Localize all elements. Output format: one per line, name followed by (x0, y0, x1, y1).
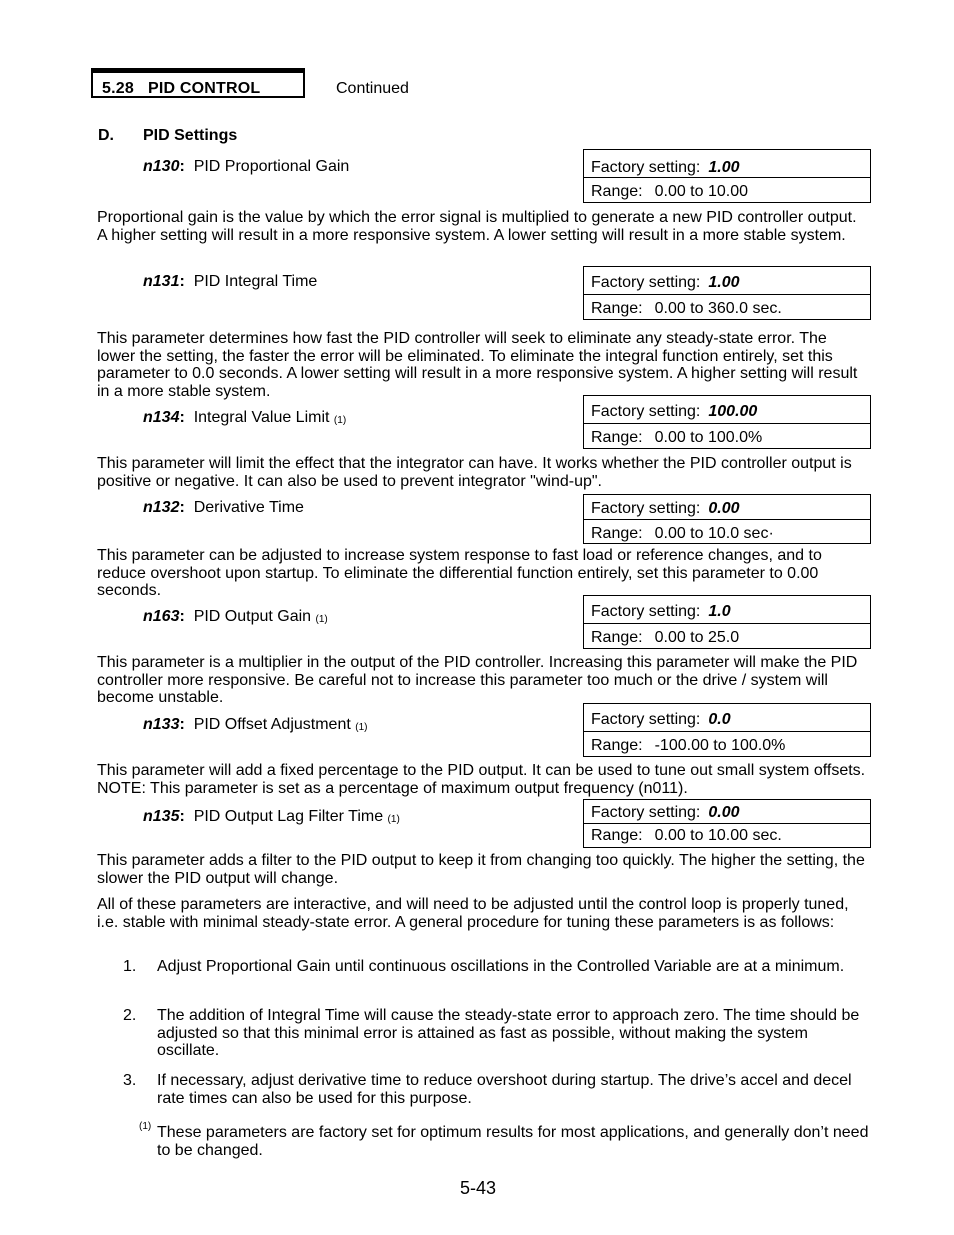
param-code: n130 (143, 158, 180, 175)
range-label: Range: (591, 429, 643, 446)
param-n163-description: This parameter is a multiplier in the output of the PID controller. Increasing this parameter will make the PID controller more responsive. Be careful not to increase this parameter too much or the drive / system will become unstable. (97, 654, 858, 706)
param-n130-settings-box (583, 149, 871, 203)
step-text: Adjust Proportional Gain until continuous oscillations in the Controlled Variable are at a minimum. (157, 958, 845, 975)
factory-label: Factory setting: (591, 159, 701, 176)
param-n132-heading: n132: Derivative Time (143, 499, 304, 516)
step-number: 1. (123, 958, 137, 975)
factory-value: 1.00 (708, 159, 740, 176)
param-n131-heading: n131: PID Integral Time (143, 273, 318, 290)
factory-value: 0.00 (708, 500, 740, 517)
param-code: n135 (143, 808, 180, 825)
factory-value: 1.0 (708, 603, 731, 620)
factory-value: 1.00 (708, 274, 740, 291)
footnote-mark: (1) (139, 1121, 152, 1132)
range-value: 0.00 to 10.00 sec. (654, 827, 782, 844)
factory-label: Factory setting: (591, 804, 701, 821)
param-code: n131 (143, 273, 180, 290)
param-n135-description: This parameter adds a filter to the PID output to keep it from changing too quickly. The higher the setting, the slower the PID output will change. (97, 852, 865, 887)
param-n132-settings-box (583, 494, 871, 544)
param-n135-heading: n135: PID Output Lag Filter Time $_{(1)}$ (143, 808, 400, 825)
param-code: n134 (143, 409, 180, 426)
factory-value: 0.0 (708, 711, 731, 728)
param-n134-settings-box (583, 395, 871, 449)
range-value: -100.00 to 100.0% (654, 737, 786, 754)
continued-label: Continued (336, 80, 409, 97)
subsection-heading (98, 127, 237, 145)
page-number: 5-43 (460, 1178, 497, 1198)
tuning-intro: All of these parameters are interactive, and will need to be adjusted until the control loop is properly tuned, i.e. stable with minimal steady-state error. A general procedure for tuning these parameters is as follows: (97, 896, 849, 931)
param-name: Integral Value Limit (193, 409, 330, 426)
range-label: Range: (591, 183, 643, 200)
subsection-title: PID Settings (143, 127, 238, 144)
range-label: Range: (591, 827, 643, 844)
subsection-letter: D. (98, 127, 114, 144)
param-name: PID Integral Time (193, 273, 318, 290)
section-title: PID CONTROL (147, 80, 261, 97)
param-n163-settings-box (583, 595, 871, 649)
param-name: PID Offset Adjustment (193, 716, 351, 733)
footnote-ref: (1) (355, 722, 368, 733)
param-n133-settings-box (583, 703, 871, 757)
param-n134-heading: n134: Integral Value Limit $_{(1)}$ (143, 409, 347, 426)
step-number: 2. (123, 1007, 137, 1024)
param-name: PID Proportional Gain (193, 158, 350, 175)
range-label: Range: (591, 300, 643, 317)
range-value: 0.00 to 25.0 (654, 629, 740, 646)
param-n132-description: This parameter can be adjusted to increase system response to fast load or reference changes, and to reduce overshoot upon startup. To eliminate the differential function entirely, set this parameter to 0.00 seconds. (97, 547, 822, 599)
factory-label: Factory setting: (591, 403, 701, 420)
factory-label: Factory setting: (591, 603, 701, 620)
footnote-text: These parameters are factory set for optimum results for most applications, and generally don’t need to be changed. (157, 1124, 869, 1159)
param-name: PID Output Lag Filter Time (193, 808, 384, 825)
step-text: If necessary, adjust derivative time to reduce overshoot during startup. The drive’s accel and decel rate times can also be used for this purpose. (157, 1072, 852, 1107)
param-code: n133 (143, 716, 180, 733)
factory-label: Factory setting: (591, 711, 701, 728)
step-1 (123, 958, 870, 976)
footnote-ref: (1) (387, 814, 400, 825)
factory-label: Factory setting: (591, 500, 701, 517)
param-n130-description: Proportional gain is the value by which the error signal is multiplied to generate a new PID controller output. A higher setting will result in a more responsive system. A lower setting will result in a more stable system. (97, 209, 857, 244)
range-label: Range: (591, 629, 643, 646)
param-n134-description: This parameter will limit the effect that the integrator can have. It works whether the PID controller output is positive or negative. It can also be used to prevent integrator "wind-up". (97, 455, 852, 490)
param-n133-heading: n133: PID Offset Adjustment $_{(1)}$ (143, 716, 368, 733)
param-code: n132 (143, 499, 180, 516)
param-n135-settings-box (583, 799, 871, 848)
range-label: Range: (591, 525, 643, 542)
step-2 (123, 1007, 870, 1060)
factory-label: Factory setting: (591, 274, 701, 291)
param-n131-description: This parameter determines how fast the PID controller will seek to eliminate any steady-state error. The lower the setting, the faster the error will be eliminated. To eliminate the integral function entirely, set this parameter to 0.0 seconds. A lower setting will result in a more responsive system. A higher setting will result in a more stable system. (97, 330, 858, 400)
param-code: n163 (143, 608, 180, 625)
factory-value: 100.00 (708, 403, 758, 420)
footnote-ref: (1) (315, 614, 328, 625)
range-value: 0.00 to 10.00 (654, 183, 749, 200)
range-value: 0.00 to 100.0% (654, 429, 763, 446)
footnote (139, 1121, 869, 1159)
section-header-box (91, 68, 305, 98)
param-name: PID Output Gain (193, 608, 312, 625)
footnote-ref: (1) (333, 415, 347, 426)
param-name: Derivative Time (193, 499, 304, 516)
param-n163-heading: n163: PID Output Gain $_{(1)}$ (143, 608, 328, 625)
param-n131-settings-box (583, 266, 871, 320)
param-n130-heading: n130: PID Proportional Gain (143, 158, 350, 175)
param-n133-description: This parameter will add a fixed percentage to the PID output. It can be used to tune out small system offsets. NOTE: This parameter is set as a percentage of maximum output frequency (n011). (97, 762, 866, 797)
range-value: 0.00 to 360.0 sec. (654, 300, 782, 317)
step-text: The addition of Integral Time will cause the steady-state error to approach zero. The time should be adjusted so that this minimal error is attained as fast as possible, without making the system oscillate. (157, 1007, 860, 1059)
step-3 (123, 1072, 870, 1107)
step-number: 3. (123, 1072, 137, 1089)
factory-value: 0.00 (708, 804, 740, 821)
section-number: 5.28 (102, 80, 134, 97)
range-value: 0.00 to 10.0 sec· (654, 525, 774, 542)
range-label: Range: (591, 737, 643, 754)
